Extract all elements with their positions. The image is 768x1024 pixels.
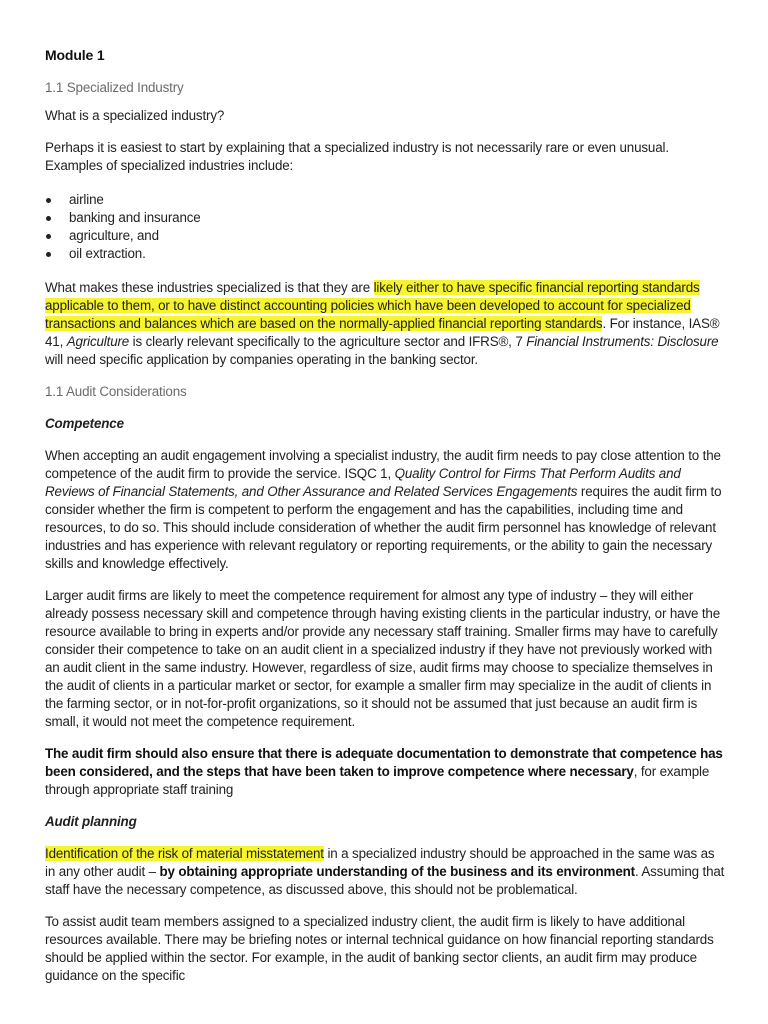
subheading-audit-planning: Audit planning bbox=[45, 814, 137, 829]
text-span: When accepting an audit engagement involving a specialist industry, the audit firm needs to pay close attention to the competence of the audit firm to provide the service. ISQC 1, bbox=[45, 448, 721, 481]
text-span: requires the audit firm to consider whether the firm is competent to perform the engagement and has the capabilities, including time and resources, to do so. This should include consideration of whether the audit firm personnel has knowledge of relevant industries and has experience with relevant regulatory or reporting requirements, or the ability to gain the necessary skills and knowledge effectively. bbox=[45, 484, 722, 571]
competence-paragraph-3 bbox=[45, 745, 728, 799]
planning-paragraph-2: To assist audit team members assigned to a specialized industry client, the audit firm is likely to have additional resources available. There may be briefing notes or internal technical guidance on how financial reporting standards should be applied within the sector. For example, in the audit of banking sector clients, an audit firm may produce guidance on the specific bbox=[45, 914, 714, 983]
intro-paragraph: Perhaps it is easiest to start by explaining that a specialized industry is not necessarily rare or even unusual. Examples of specialized industries include: bbox=[45, 140, 669, 173]
section-heading-audit-considerations: 1.1 Audit Considerations bbox=[45, 384, 187, 399]
industries-list bbox=[45, 191, 728, 263]
list-item-text: banking and insurance bbox=[69, 210, 201, 225]
text-span: is clearly relevant specifically to the agriculture sector and IFRS®, 7 bbox=[129, 334, 527, 349]
question-paragraph: What is a specialized industry? bbox=[45, 108, 225, 123]
italic-reference: Financial Instruments: Disclosure bbox=[526, 334, 719, 349]
italic-reference: Agriculture bbox=[66, 334, 130, 349]
text-span: . For instance, IAS® 41, bbox=[45, 316, 720, 349]
list-item bbox=[45, 245, 728, 263]
text-span: , for example through appropriate staff training bbox=[45, 764, 710, 797]
bullet-icon bbox=[46, 252, 51, 257]
list-item bbox=[45, 227, 728, 245]
subheading-competence: Competence bbox=[45, 416, 124, 431]
highlighted-text: Identification of the risk of material misstatement bbox=[45, 846, 324, 861]
italic-reference: Quality Control for Firms That Perform Audits and Reviews of Financial Statements, and Other Assurance and Related Services Engagements bbox=[45, 466, 681, 499]
text-span: in a specialized industry should be approached in the same was as in any other audit – bbox=[45, 846, 715, 879]
list-item bbox=[45, 191, 728, 209]
text-span: . Assuming that staff have the necessary competence, as discussed above, this should not be problematical. bbox=[45, 864, 725, 897]
list-item-text: oil extraction. bbox=[69, 246, 146, 261]
section-heading-specialized-industry: 1.1 Specialized Industry bbox=[45, 80, 184, 95]
bold-text: by obtaining appropriate understanding of the business and its environment bbox=[159, 864, 635, 879]
specialization-paragraph bbox=[45, 279, 728, 369]
module-title: Module 1 bbox=[45, 47, 105, 63]
competence-paragraph-1 bbox=[45, 447, 728, 573]
bullet-icon bbox=[46, 234, 51, 239]
bold-text: The audit firm should also ensure that there is adequate documentation to demonstrate that competence has been considered, and the steps that have been taken to improve competence where necessary bbox=[45, 746, 723, 779]
list-item-text: airline bbox=[69, 192, 104, 207]
list-item-text: agriculture, and bbox=[69, 228, 159, 243]
text-span: will need specific application by companies operating in the banking sector. bbox=[45, 352, 478, 367]
planning-paragraph-1 bbox=[45, 845, 728, 899]
list-item bbox=[45, 209, 728, 227]
text-span: What makes these industries specialized is that they are bbox=[45, 280, 374, 295]
highlighted-text: likely either to have specific financial reporting standards applicable to them, or to have distinct accounting policies which have been developed to account for specialized transactions and balances which are based on the normally-applied financial reporting standards bbox=[45, 280, 700, 331]
competence-paragraph-2: Larger audit firms are likely to meet the competence requirement for almost any type of industry – they will either already possess necessary skill and competence through having existing clients in the particular industry, or have the resource available to bring in experts and/or provide any necessary staff training. Smaller firms may have to carefully consider their competence to take on an audit client in a specialized industry if they have not previously worked with an audit client in the same industry. However, regardless of size, audit firms may choose to specialize themselves in the audit of clients in a particular market or sector, for example a smaller firm may specialize in the audit of clients in the farming sector, or in not-for-profit organizations, so it should not be assumed that just because an audit firm is small, it would not meet the competence requirement. bbox=[45, 588, 721, 729]
bullet-icon bbox=[46, 198, 51, 203]
bullet-icon bbox=[46, 216, 51, 221]
